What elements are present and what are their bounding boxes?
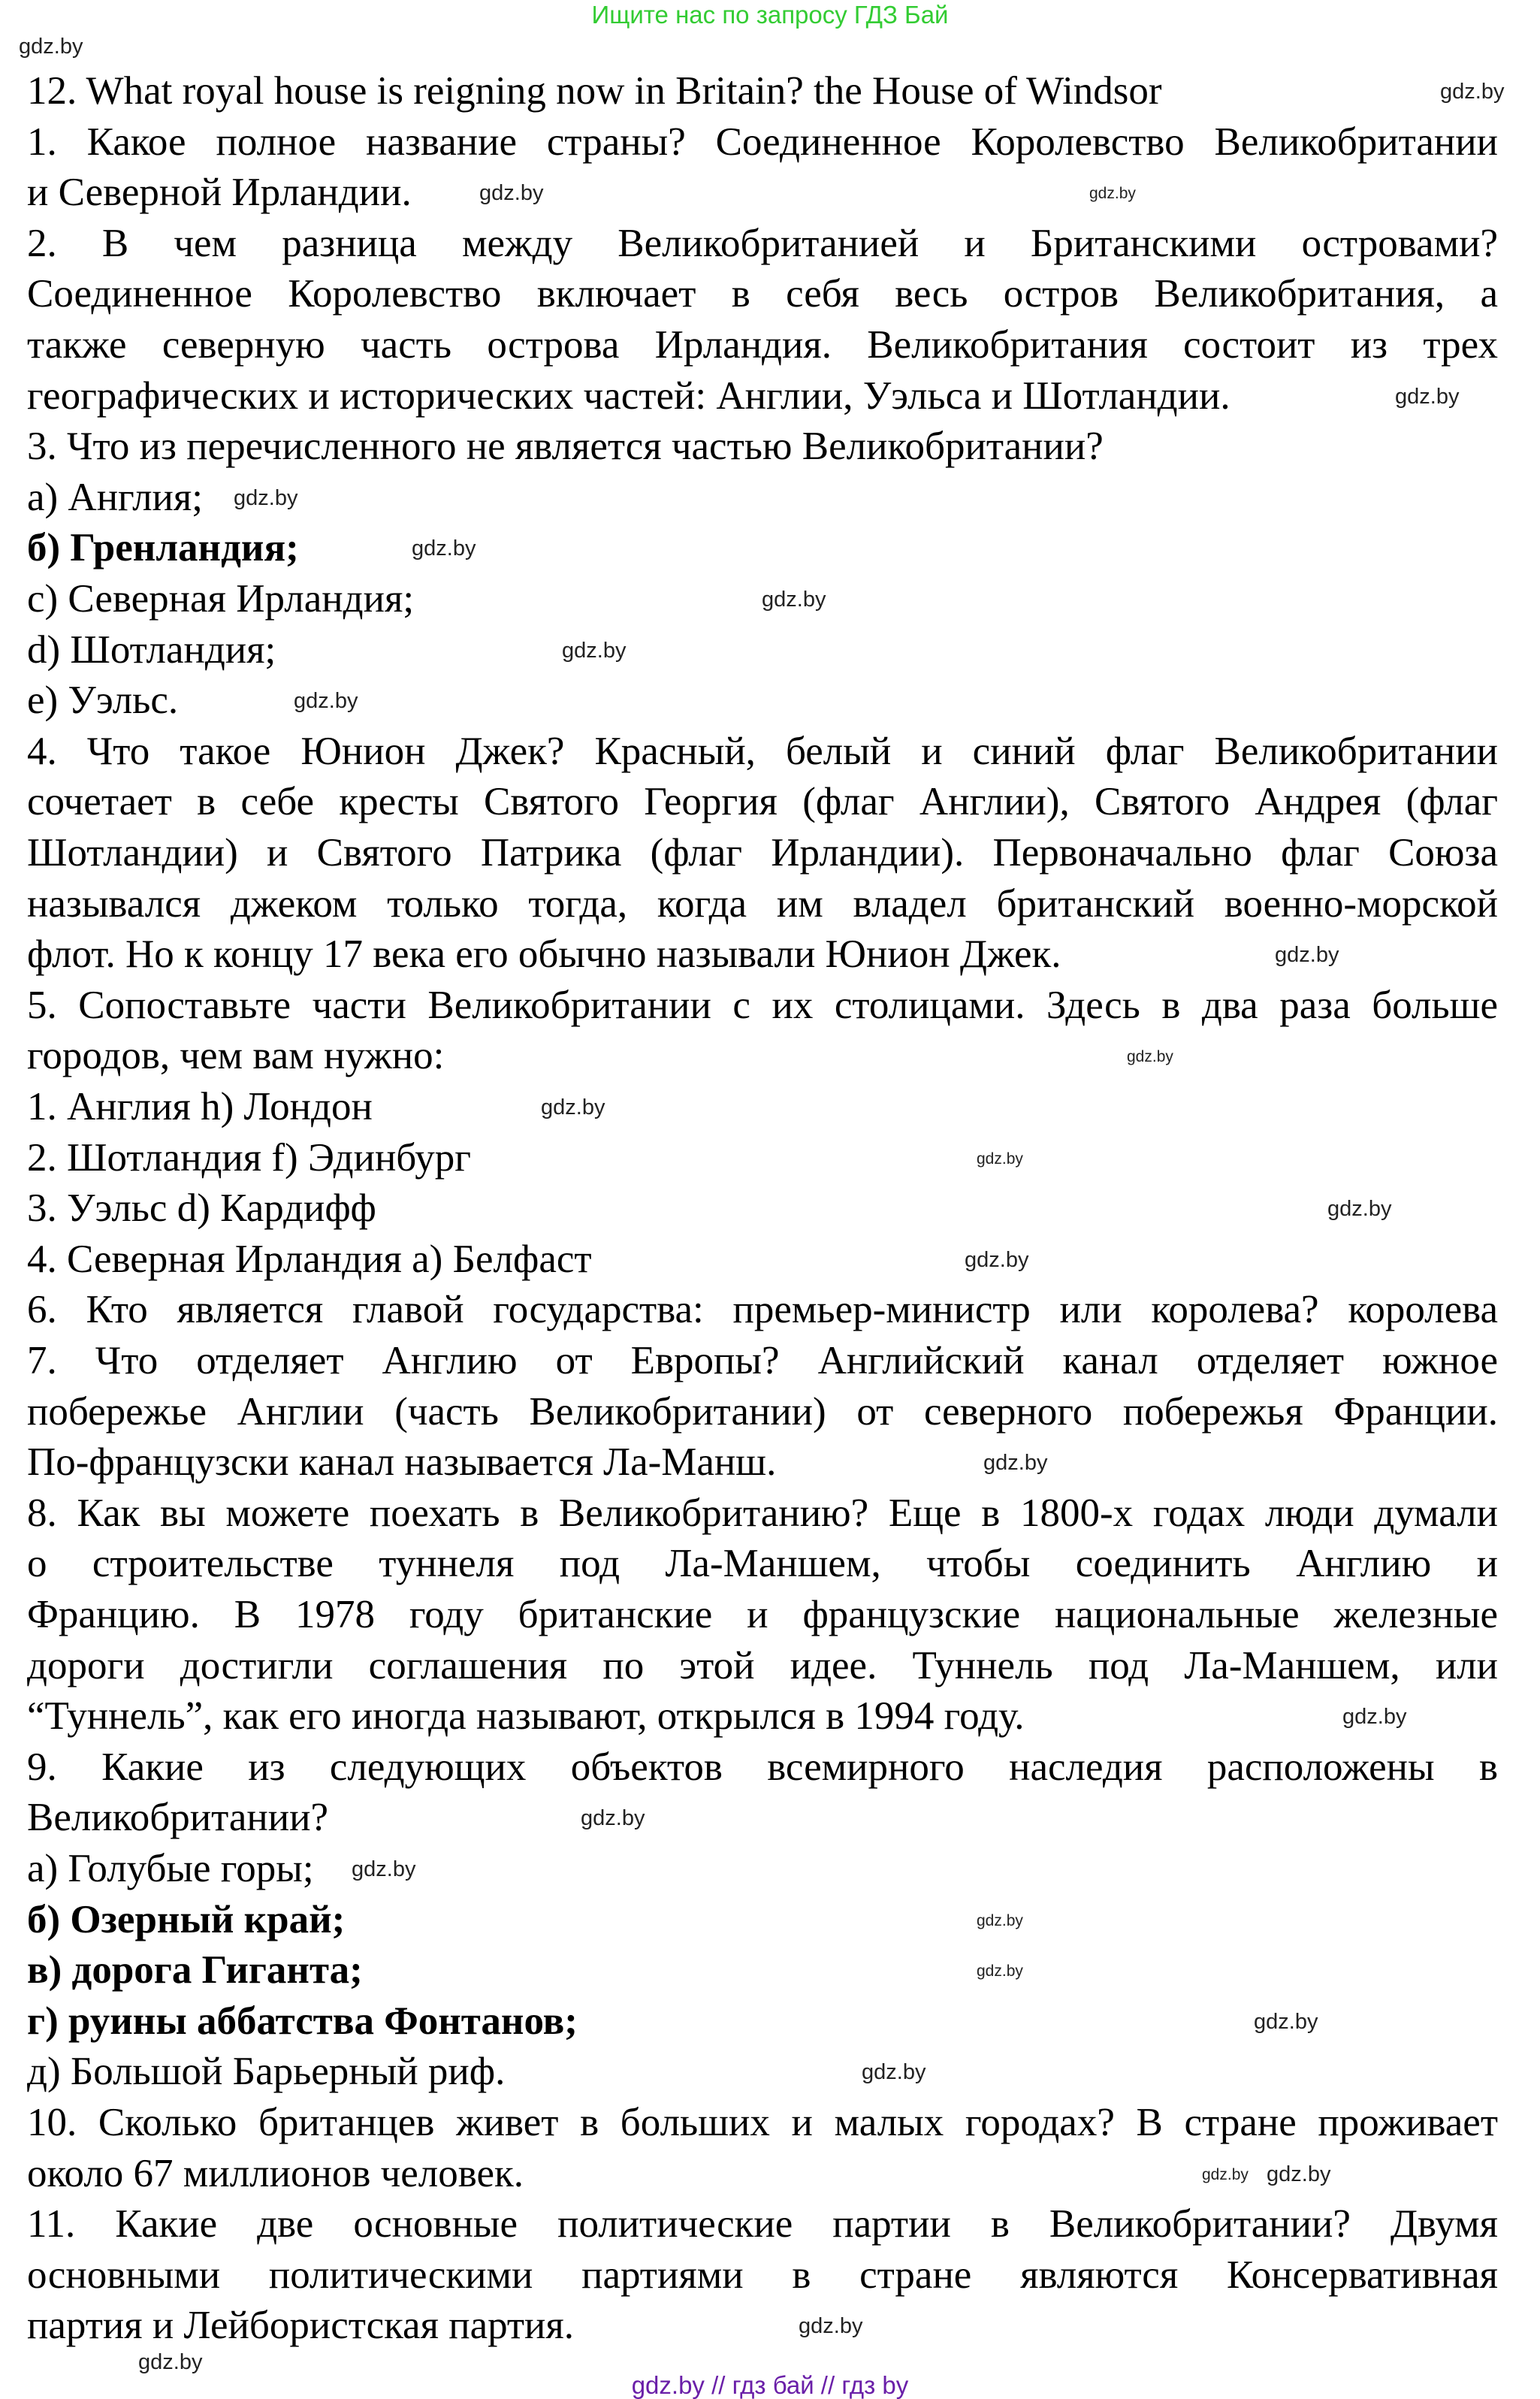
text-line: 3. Уэльс d) Кардифф: [27, 1186, 376, 1231]
watermark: gdz.by: [1440, 80, 1505, 104]
text-line: о строительстве туннеля под Ла-Маншем, чтобы соединить Англию и: [27, 1542, 1498, 1586]
text-line: основными политическими партиями в стране являются Консервативная: [27, 2252, 1498, 2297]
watermark: gdz.by: [762, 588, 826, 612]
text-line: Великобритании?: [27, 1796, 329, 1840]
watermark: gdz.by: [581, 1806, 645, 1831]
watermark: gdz.by: [234, 485, 298, 510]
text-line: 12. What royal house is reigning now in Britain? the House of Windsor: [27, 69, 1162, 113]
text-line: и Северной Ирландии.: [27, 171, 412, 215]
text-line: назывался джеком только тогда, когда им владел британский военно-морской: [27, 881, 1498, 926]
watermark: gdz.by: [138, 2350, 203, 2374]
text-line: 5. Сопоставьте части Великобритании с их столицами. Здесь в два раза больше: [27, 983, 1498, 1027]
text-line: а) Англия;: [27, 475, 204, 519]
text-line: 7. Что отделяет Англию от Европы? Английский канал отделяет южное: [27, 1339, 1498, 1382]
text-line: а) Голубые горы;: [27, 1847, 314, 1890]
text-line: Шотландии) и Святого Патрика (флаг Ирландии). Первоначально флаг Союза: [27, 831, 1498, 875]
text-line: По-французски канал называется Ла-Манш.: [27, 1440, 777, 1485]
text-line: 11. Какие две основные политические партии в Великобритании? Двумя: [27, 2202, 1498, 2246]
watermark: gdz.by: [412, 536, 476, 561]
watermark: gdz.by: [862, 2060, 926, 2085]
watermark: gdz.by: [1327, 1197, 1392, 1222]
text-line: дороги достигли соглашения по этой идее. Туннель под Ла-Маншем, или: [27, 1643, 1498, 1687]
watermark: gdz.by: [479, 181, 544, 206]
text-line: сочетает в себе кресты Святого Георгия (флаг Англии), Святого Андрея (флаг: [27, 780, 1498, 824]
text-line: географических и исторических частей: Англии, Уэльса и Шотландии.: [27, 373, 1230, 418]
text-line: флот. Но к концу 17 века его обычно называли Юнион Джек.: [27, 932, 1061, 977]
watermark: gdz.by: [1089, 185, 1136, 203]
text-line: 2. Шотландия f) Эдинбург: [27, 1135, 471, 1180]
text-line: 4. Северная Ирландия а) Белфаст: [27, 1237, 592, 1281]
text-line: d) Шотландия;: [27, 627, 276, 672]
text-line: 8. Как вы можете поехать в Великобританию? Еще в 1800-х годах люди думали: [27, 1491, 1498, 1535]
text-line: городов, чем вам нужно:: [27, 1034, 445, 1078]
watermark: gdz.by: [19, 35, 83, 59]
text-line: с) Северная Ирландия;: [27, 577, 415, 621]
watermark: gdz.by: [977, 1150, 1023, 1168]
text-line: “Туннель”, как его иногда называют, открылся в 1994 году.: [27, 1694, 1025, 1739]
watermark: gdz.by: [1342, 1705, 1407, 1730]
text-line: 3. Что из перечисленного не является частью Великобритании?: [27, 425, 1104, 469]
text-line: Соединенное Королевство включает в себя весь остров Великобритания, а: [27, 272, 1498, 316]
watermark: gdz.by: [352, 1857, 416, 1881]
text-line: 6. Кто является главой государства: премьер-министр или королева? королева: [27, 1288, 1498, 1332]
text-line: партия и Лейбористская партия.: [27, 2304, 575, 2348]
watermark: gdz.by: [1127, 1048, 1173, 1066]
watermark: gdz.by: [541, 1095, 605, 1119]
watermark: gdz.by: [294, 689, 358, 714]
text-line: 9. Какие из следующих объектов всемирного наследия расположены в: [27, 1745, 1498, 1789]
watermark: gdz.by: [1275, 943, 1339, 968]
text-line: б) Озерный край;: [27, 1897, 346, 1941]
text-line: б) Гренландия;: [27, 526, 299, 570]
text-line: д) Большой Барьерный риф.: [27, 2050, 506, 2094]
text-line: г) руины аббатства Фонтанов;: [27, 1999, 578, 2043]
watermark: gdz.by: [1395, 384, 1460, 409]
text-line: 10. Сколько британцев живет в больших и малых городах? В стране проживает: [27, 2101, 1498, 2144]
text-line: е) Уэльс.: [27, 678, 179, 723]
watermark: gdz.by: [977, 1911, 1023, 1929]
watermark: gdz.by: [977, 1962, 1023, 1981]
watermark: gdz.by: [965, 1247, 1029, 1272]
text-line: также северную часть острова Ирландия. Великобритания состоит из трех: [27, 323, 1498, 367]
watermark: gdz.by: [799, 2314, 863, 2339]
text-line: 1. Англия h) Лондон: [27, 1085, 373, 1128]
text-line: 1. Какое полное название страны? Соединенное Королевство Великобритании: [27, 119, 1498, 164]
text-line: Францию. В 1978 году британские и французские национальные железные: [27, 1593, 1498, 1636]
text-line: около 67 миллионов человек.: [27, 2151, 524, 2195]
text-line: побережье Англии (часть Великобритании) от северного побережья Франции.: [27, 1389, 1498, 1434]
watermark: gdz.by: [562, 638, 627, 663]
watermark: gdz.by: [1267, 2162, 1331, 2186]
text-line: в) дорога Гиганта;: [27, 1948, 363, 1993]
watermark: gdz.by: [1254, 2009, 1318, 2034]
site-banner: Ищите нас по запросу ГДЗ Бай: [591, 1, 949, 29]
watermark: gdz.by: [983, 1451, 1048, 1476]
text-line: 4. Что такое Юнион Джек? Красный, белый и синий флаг Великобритании: [27, 729, 1498, 773]
text-line: 2. В чем разница между Великобританией и Британскими островами?: [27, 221, 1498, 265]
watermark: gdz.by: [1202, 2165, 1249, 2183]
footer-links[interactable]: gdz.by // гдз бай // гдз by: [631, 2371, 909, 2399]
